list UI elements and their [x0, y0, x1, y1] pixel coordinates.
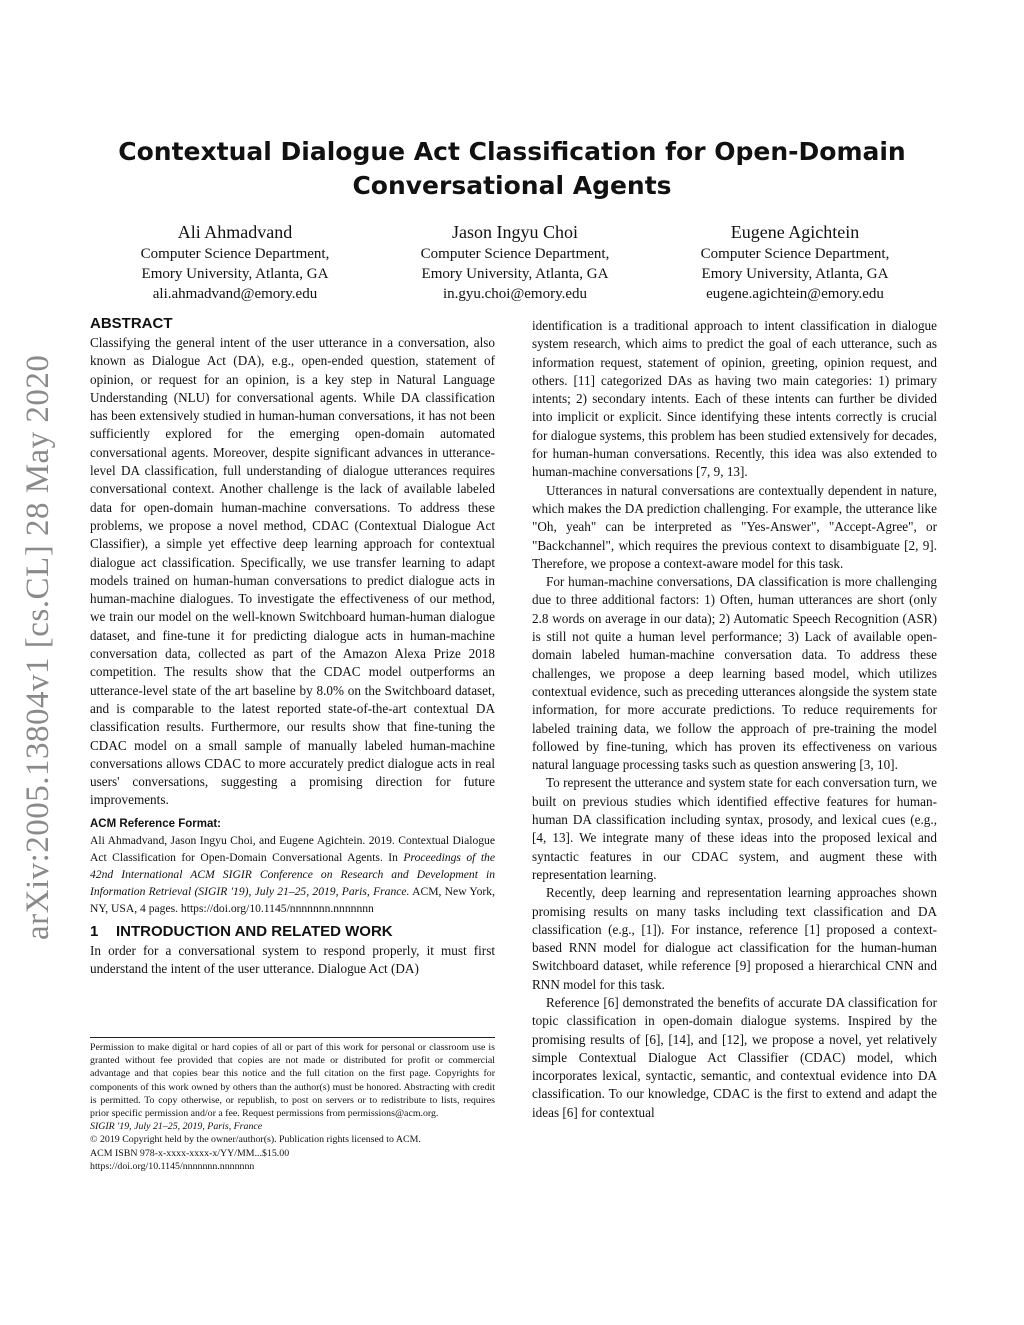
intro-paragraph: Reference [6] demonstrated the benefits of accurate DA classification for topic classification in open-domain dialogue systems. Inspired by the promising results of [6], [14], and [12], we propose a novel, yet relatively simple Contextual Dialogue Act Classifier (CDAC) model, which incorporates lexical, syntactic, semantic, and contextual evidence into DA classification. To our knowledge, CDAC is the first to extend and adapt the ideas [6] for contextual [532, 994, 937, 1120]
author-affiliation: Emory University, Atlanta, GA [141, 266, 329, 282]
author-2 [375, 220, 655, 304]
author-dept: Computer Science Department, [140, 246, 330, 262]
acm-citation: Ali Ahmadvand, Jason Ingyu Choi, and Eugene Agichtein. 2019. Contextual Dialogue Act Classification for Open-Domain Conversational Agents. In [90, 833, 495, 864]
author-3 [655, 220, 935, 304]
author-email: ali.ahmadvand@emory.edu [152, 286, 318, 302]
acm-tail: ACM, New York, NY, USA, 4 pages. https://doi.org/10.1145/nnnnnnn.nnnnnnn [90, 884, 495, 915]
intro-paragraph: Utterances in natural conversations are contextually dependent in nature, which makes the DA prediction challenging. For example, the utterance like "Oh, yeah" can be interpreted as "Yes-Answer", "Accept-Agree", or "Backchannel", which requires the previous context to disambiguate [2, 9]. Therefore, we propose a context-aware model for this task. [532, 482, 937, 571]
author-name: Jason Ingyu Choi [452, 222, 578, 242]
author-email: in.gyu.choi@emory.edu [442, 286, 588, 302]
abstract-heading: ABSTRACT [90, 315, 173, 332]
permission-footnote [90, 1037, 495, 1173]
intro-paragraph-1: In order for a conversational system to respond properly, it must first understand the intent of the user utterance. Dialogue Act (DA) [90, 942, 495, 977]
author-block [95, 220, 935, 304]
author-affiliation: Emory University, Atlanta, GA [701, 266, 889, 282]
intro-paragraph: For human-machine conversations, DA classification is more challenging due to three additional factors: 1) Often, human utterances are short (only 2.8 words on average in our data); 2) Automatic Speech Recognition (ASR) is still not quite a human level performance; 3) Lack of available open-domain labeled human-machine conversation data. To address these challenges, we propose a deep learning based model, which utilizes contextual evidence, such as preceding utterances alongside the system state information, for more accurate predictions. To reduce requirements for labeled training data, we follow the approach of pre-training the model followed by fine-tuning, which has proven its effectiveness on various natural language processing tasks such as question answering [3, 10]. [532, 574, 937, 773]
author-name: Ali Ahmadvand [177, 222, 293, 242]
arxiv-stamp: arXiv:2005.13804v1 [cs.CL] 28 May 2020 [20, 354, 56, 940]
section-number: 1 [90, 922, 99, 940]
copyright-line: © 2019 Copyright held by the owner/author(s). Publication rights licensed to ACM. [90, 1134, 421, 1146]
intro-paragraph: identification is a traditional approach to intent classification in dialogue system research, which aims to predict the goal of each utterance, such as information request, statement of opinion, greeting, opinion request, and others. [11] categorized DAs as having two main categories: 1) primary intents; 2) secondary intents. Each of these intents can further be divided into implicit or explicit. Since identifying these intents correctly is crucial for dialogue systems, this problem has been studied extensively for decades, for human-human conversations. Recently, this idea was also extended to human-machine conversations [7, 9, 13]. [532, 318, 937, 480]
author-email: eugene.agichtein@emory.edu [706, 286, 884, 302]
acm-reference-text [90, 832, 495, 917]
paper-title: Contextual Dialogue Act Classification for Open-Domain Conversational Agents [118, 137, 906, 200]
author-dept: Computer Science Department, [420, 246, 610, 262]
author-1 [95, 220, 375, 304]
section-title: INTRODUCTION AND RELATED WORK [116, 922, 393, 940]
doi-line: https://doi.org/10.1145/nnnnnnn.nnnnnnn [90, 1160, 255, 1172]
right-column [532, 317, 937, 1122]
isbn-line: ACM ISBN 978-x-xxxx-xxxx-x/YY/MM...$15.00 [90, 1147, 290, 1159]
intro-paragraph: Recently, deep learning and representation learning approaches shown promising results on many tasks including text classification and DA classification (e.g., [1]). For instance, reference [1] proposed a context-based RNN model for dialogue act classification for the human-human Switchboard dataset, while reference [9] proposed a hierarchical CNN and RNN model for this task. [532, 885, 937, 992]
acm-reference-heading: ACM Reference Format: [90, 817, 221, 830]
permission-text: Permission to make digital or hard copies of all or part of this work for personal or classroom use is granted without fee provided that copies are not made or distributed for profit or commercial advantage and that copies bear this notice and the full citation on the first page. Copyrights for components of this work owned by others than the author(s) must be honored. Abstracting with credit is permitted. To copy otherwise, or republish, to post on servers or to redistribute to lists, requires prior specific permission and/or a fee. Request permissions from permissions@acm.org. [90, 1042, 495, 1120]
left-column [90, 314, 495, 978]
introduction-heading [90, 922, 495, 942]
conference-line: SIGIR '19, July 21–25, 2019, Paris, France [90, 1121, 263, 1133]
author-affiliation: Emory University, Atlanta, GA [421, 266, 609, 282]
author-name: Eugene Agichtein [730, 222, 860, 242]
acm-venue: Proceedings of the 42nd International ACM SIGIR Conference on Research and Development in Information Retrieval (SIGIR '19), July 21–25, 2019, Paris, France. [90, 850, 495, 898]
intro-paragraph: To represent the utterance and system state for each conversation turn, we built on previous studies which identified effective features for human-human DA classification including syntax, prosody, and lexical cues (e.g., [4, 13]. We integrate many of these ideas into the proposed lexical and syntactic features in our CDAC system, and augment these with representation learning. [532, 775, 937, 882]
author-dept: Computer Science Department, [700, 246, 890, 262]
abstract-text: Classifying the general intent of the user utterance in a conversation, also known as Dialogue Act (DA), e.g., open-ended question, statement of opinion, or request for an opinion, is a key step in Natural Language Understanding (NLU) for conversational agents. While DA classification has been extensively studied in human-human conversations, it has not been sufficiently explored for the emerging open-domain automated conversational agents. Moreover, despite significant advances in utterance-level DA classification, full understanding of dialogue utterances requires conversational context. Another challenge is the lack of available labeled data for open-domain human-machine conversations. To address these problems, we propose a novel method, CDAC (Contextual Dialogue Act Classifier), a simple yet effective deep learning approach for contextual dialogue act classification. Specifically, we use transfer learning to adapt models trained on human-human conversations to predict dialogue acts in human-machine dialogues. To investigate the effectiveness of our method, we train our model on the well-known Switchboard human-human dialogue dataset, and fine-tune it for predicting dialogue acts in human-machine conversation data, collected as part of the Amazon Alexa Prize 2018 competition. The results show that the CDAC model outperforms an utterance-level state of the art baseline by 8.0% on the Switchboard dataset, and is comparable to the latest reported state-of-the-art contextual DA classification results. Furthermore, our results show that fine-tuning the CDAC model on a small sample of manually labeled human-machine conversations allows CDAC to more accurately predict dialogue acts in real users' conversations, suggesting a promising direction for future improvements. [90, 335, 495, 808]
